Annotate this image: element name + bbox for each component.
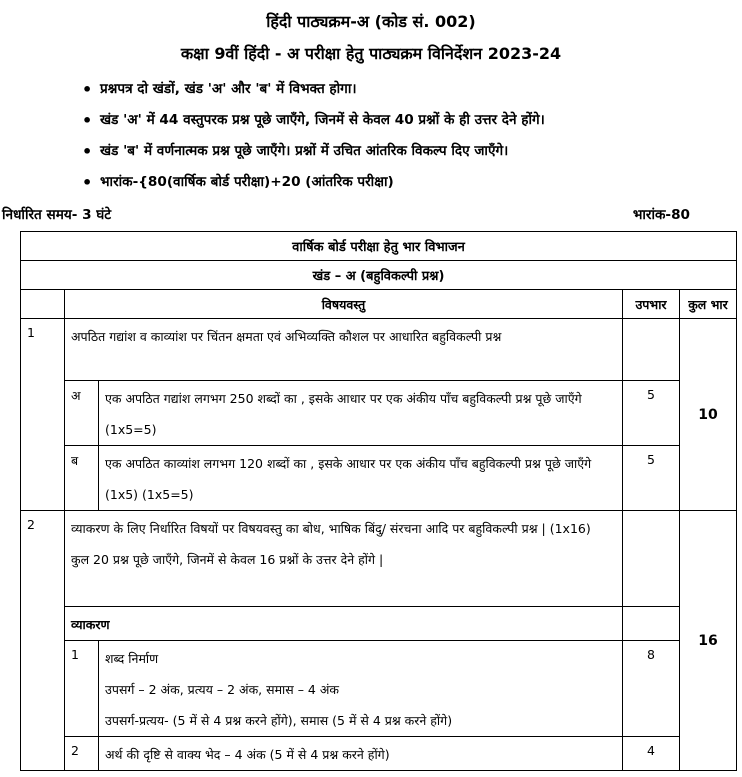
total-marks-cell: 10 [680, 319, 737, 511]
sub-label: 2 [65, 737, 99, 771]
col-header-submarks: उपभार [623, 290, 680, 319]
section-heading: खंड – अ (बहुविकल्पी प्रश्न) [21, 261, 737, 290]
instruction-item: • खंड 'अ' में 44 वस्तुपरक प्रश्न पूछे जाएँगे, जिनमें से केवल 40 प्रश्नों के ही उत्तर देने होंगे। [82, 105, 732, 136]
total-marks: भारांक-80 [632, 207, 690, 223]
sub-text: एक अपठित काव्यांश लगभग 120 शब्दों का , इसके आधार पर एक अंकीय पाँच बहुविकल्पी प्रश्न पूछे जाएँगे (1x5) (1x5=5) [99, 446, 623, 511]
sub-text-line: उपसर्ग-प्रत्यय- (5 में से 4 प्रश्न करने होंगे), समास (5 में से 4 प्रश्न करने होंगे) [105, 713, 453, 728]
question-text: अपठित गद्यांश व काव्यांश पर चिंतन क्षमता एवं अभिव्यक्ति कौशल पर आधारित बहुविकल्पी प्रश्न [65, 319, 623, 381]
sub-marks: 8 [623, 641, 680, 737]
time-allowed: निर्धारित समय- 3 घंटे [2, 207, 112, 223]
sub-text-line: शब्द निर्माण [105, 651, 159, 666]
question-number: 1 [21, 319, 65, 511]
col-header-num [21, 290, 65, 319]
sub-label: 1 [65, 641, 99, 737]
col-header-content: विषयवस्तु [65, 290, 623, 319]
sub-marks: 5 [623, 446, 680, 511]
grammar-heading: व्याकरण [65, 607, 623, 641]
page-title: हिंदी पाठ्यक्रम-अ (कोड सं. 002) [266, 12, 476, 31]
submarks-cell [623, 319, 680, 381]
marks-distribution-table [20, 231, 737, 771]
instructions-list [82, 74, 732, 198]
table-heading: वार्षिक बोर्ड परीक्षा हेतु भार विभाजन [21, 232, 737, 261]
submarks-cell [623, 511, 680, 607]
sub-marks: 4 [623, 737, 680, 771]
sub-text [99, 641, 623, 737]
question-text-line: कुल 20 प्रश्न पूछे जाएँगे, जिनमें से केवल 16 प्रश्नों के उत्तर देने होंगे | [71, 552, 384, 567]
col-header-total: कुल भार [680, 290, 737, 319]
sub-marks: 5 [623, 381, 680, 446]
instruction-item: • प्रश्नपत्र दो खंडों, खंड 'अ' और 'ब' में विभक्त होगा। [82, 74, 732, 105]
sub-text: अर्थ की दृष्टि से वाक्य भेद – 4 अंक (5 में से 4 प्रश्न करने होंगे) [99, 737, 623, 771]
sub-label: ब [65, 446, 99, 511]
instruction-item: • भारांक-{80(वार्षिक बोर्ड परीक्षा)+20 (आंतरिक परीक्षा) [82, 167, 732, 198]
sub-label: अ [65, 381, 99, 446]
question-text [65, 511, 623, 607]
instruction-item: • खंड 'ब' में वर्णनात्मक प्रश्न पूछे जाएँगे। प्रश्नों में उचित आंतरिक विकल्प दिए जाएँगे। [82, 136, 732, 167]
submarks-cell [623, 607, 680, 641]
page-subtitle: कक्षा 9वीं हिंदी - अ परीक्षा हेतु पाठ्यक्रम विनिर्देशन 2023-24 [180, 44, 562, 63]
sub-text: एक अपठित गद्यांश लगभग 250 शब्दों का , इसके आधार पर एक अंकीय पाँच बहुविकल्पी प्रश्न पूछे जाएँगे (1x5=5) [99, 381, 623, 446]
sub-text-line: उपसर्ग – 2 अंक, प्रत्यय – 2 अंक, समास – 4 अंक [105, 682, 340, 697]
question-text-line: व्याकरण के लिए निर्धारित विषयों पर विषयवस्तु का बोध, भाषिक बिंदु/ संरचना आदि पर बहुविकल्पी प्रश्न | (1x16) [71, 521, 591, 536]
question-number: 2 [21, 511, 65, 771]
total-marks-cell: 16 [680, 511, 737, 771]
